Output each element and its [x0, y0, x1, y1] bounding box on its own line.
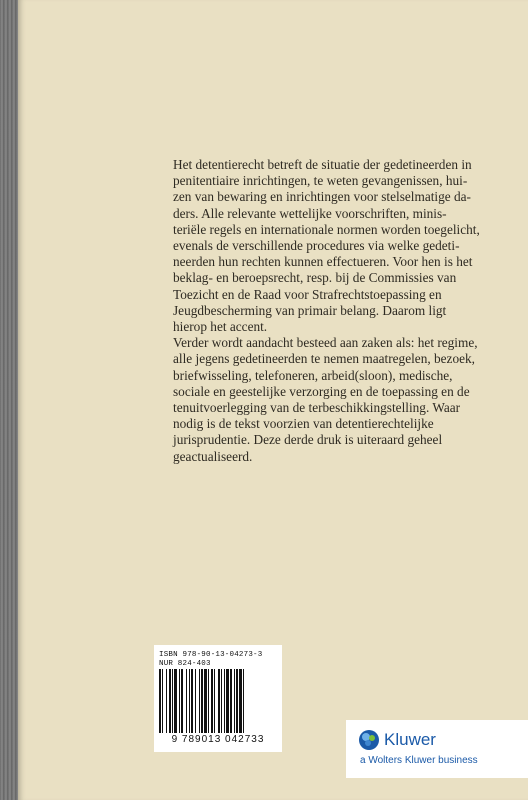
nur-text: NUR 824-403 — [159, 660, 211, 668]
kluwer-globe-icon — [358, 729, 380, 751]
blurb-text: Het detentierecht betreft de situatie der gedetineerden in penitentiaire inrichtingen, te weten gevangenissen, hui- zen van bewaring en inrichtingen voor stelselmatige da- ders. Alle relevante wettelijke voorschriften, minis- teriële regels en internationale normen worden toegelicht, evenals de verschillende procedures via welke gedeti- neerden hun rechten kunnen effectueren. Voor hen is het beklag- en beroepsrecht, resp. bij de Commissies van Toezicht en de Raad voor Strafrechtstoepassing en Jeugdbescherming van primair belang. Daarom ligt hierop het accent. Verder wordt aandacht besteed aan zaken als: het regime, alle jegens gedetineerden te nemen maatregelen, bezoek, briefwisseling, telefoneren, arbeid(sloon), medische, sociale en geestelijke verzorging en de toepassing en de tenuitvoerlegging van de terbeschikkingstelling. Waar nodig is de tekst voorzien van detentierechtelijke jurisprudentie. Deze derde druk is uiteraard geheel geactualiseerd. — [173, 157, 480, 464]
isbn-text: ISBN 978-90-13-04273-3 — [159, 651, 263, 659]
publisher-logo-block — [346, 720, 528, 778]
page-edges — [0, 0, 20, 800]
publisher-tagline: a Wolters Kluwer business — [360, 755, 478, 766]
publisher-name: Kluwer — [384, 730, 436, 749]
barcode-label — [154, 645, 282, 752]
barcode-icon — [159, 669, 277, 733]
barcode-digits: 9 789013 042733 — [171, 734, 265, 745]
